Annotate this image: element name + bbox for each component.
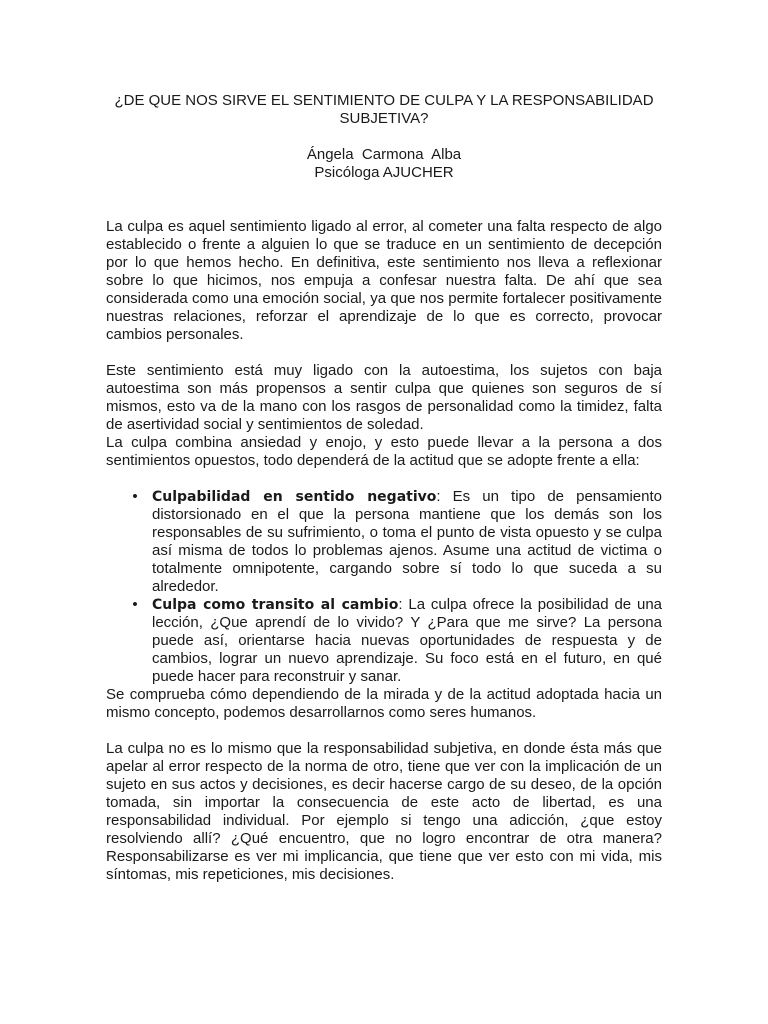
paragraph-conclusion: Se comprueba cómo dependiendo de la mirada y de la actitud adoptada hacia un mismo concepto, podemos desarrollarnos como seres humanos. [106,686,662,721]
paragraph-intro: La culpa es aquel sentimiento ligado al error, al cometer una falta respecto de algo establecido o frente a alguien lo que se traduce en un sentimiento de decepción por lo que hemos hecho. En definitiva, este sentimiento nos lleva a reflexionar sobre lo que hicimos, nos empuja a confesar nuestra falta. De ahí que sea considerada como una emoción social, ya que nos permite fortalecer positivamente nuestras relaciones, reforzar el aprendizaje de lo que es correcto, provocar cambios personales. [106,218,662,343]
paragraph-responsibility: La culpa no es lo mismo que la responsabilidad subjetiva, en donde ésta más que apelar al error respecto de la norma de otro, tiene que ver con la implicación de un sujeto en sus actos y decisiones, es decir hacerse cargo de su deseo, de la opción tomada, sin importar la consecuencia de este acto de libertad, es una responsabilidad individual. Por ejemplo si tengo una adicción, ¿que estoy resolviendo allí? ¿Qué encuentro, que no logro encontrar de otra manera? Responsabilizarse es ver mi implicancia, que tiene que ver esto con mi vida, mis síntomas, mis repeticiones, mis decisiones. [106,740,662,883]
bullet-marker: • [132,488,138,505]
bullet-term: Culpa como transito al cambio [152,597,399,613]
list-item [132,596,663,686]
author-role: Psicóloga AJUCHER [314,164,454,181]
author-block [106,146,662,182]
bullet-text: : Es un tipo de pensamiento distorsionado en el que la persona mantiene que los demás son los responsables de su sufrimiento, o toma el punto de vista opuesto y se culpa así misma de todos lo problemas ajenos. Asume una actitud de victima o totalmente omnipotente, cargando sobre sí todo lo que suceda a su alrededor. [152,488,662,595]
paragraph-self-esteem: Este sentimiento está muy ligado con la autoestima, los sujetos con baja autoestima son más propensos a sentir culpa que quienes son seguros de sí mismos, esto va de la mano con los rasgos de personalidad como la timidez, falta de asertividad social y sentimientos de soledad. [106,362,662,433]
bullet-marker: • [132,596,138,613]
list-item [132,488,662,596]
bullet-term: Culpabilidad en sentido negativo [152,489,437,505]
document-page [106,92,662,884]
author-name: Ángela Carmona Alba [306,146,462,163]
paragraph-anxiety: La culpa combina ansiedad y enojo, y esto puede llevar a la persona a dos sentimientos opuestos, todo dependerá de la actitud que se adopte frente a ella: [106,434,662,469]
bullet-text: : La culpa ofrece la posibilidad de una lección, ¿Que aprendí de lo vivido? Y ¿Para que me sirve? La persona puede así, orientarse hacia nuevas oportunidades de respuesta y de cambios, lograr un nuevo aprendizaje. Su foco está en el futuro, en qué puede hacer para reconstruir y sanar. [152,596,663,685]
document-title: ¿DE QUE NOS SIRVE EL SENTIMIENTO DE CULPA Y LA RESPONSABILIDAD SUBJETIVA? [114,92,654,127]
bullet-list [106,488,662,686]
